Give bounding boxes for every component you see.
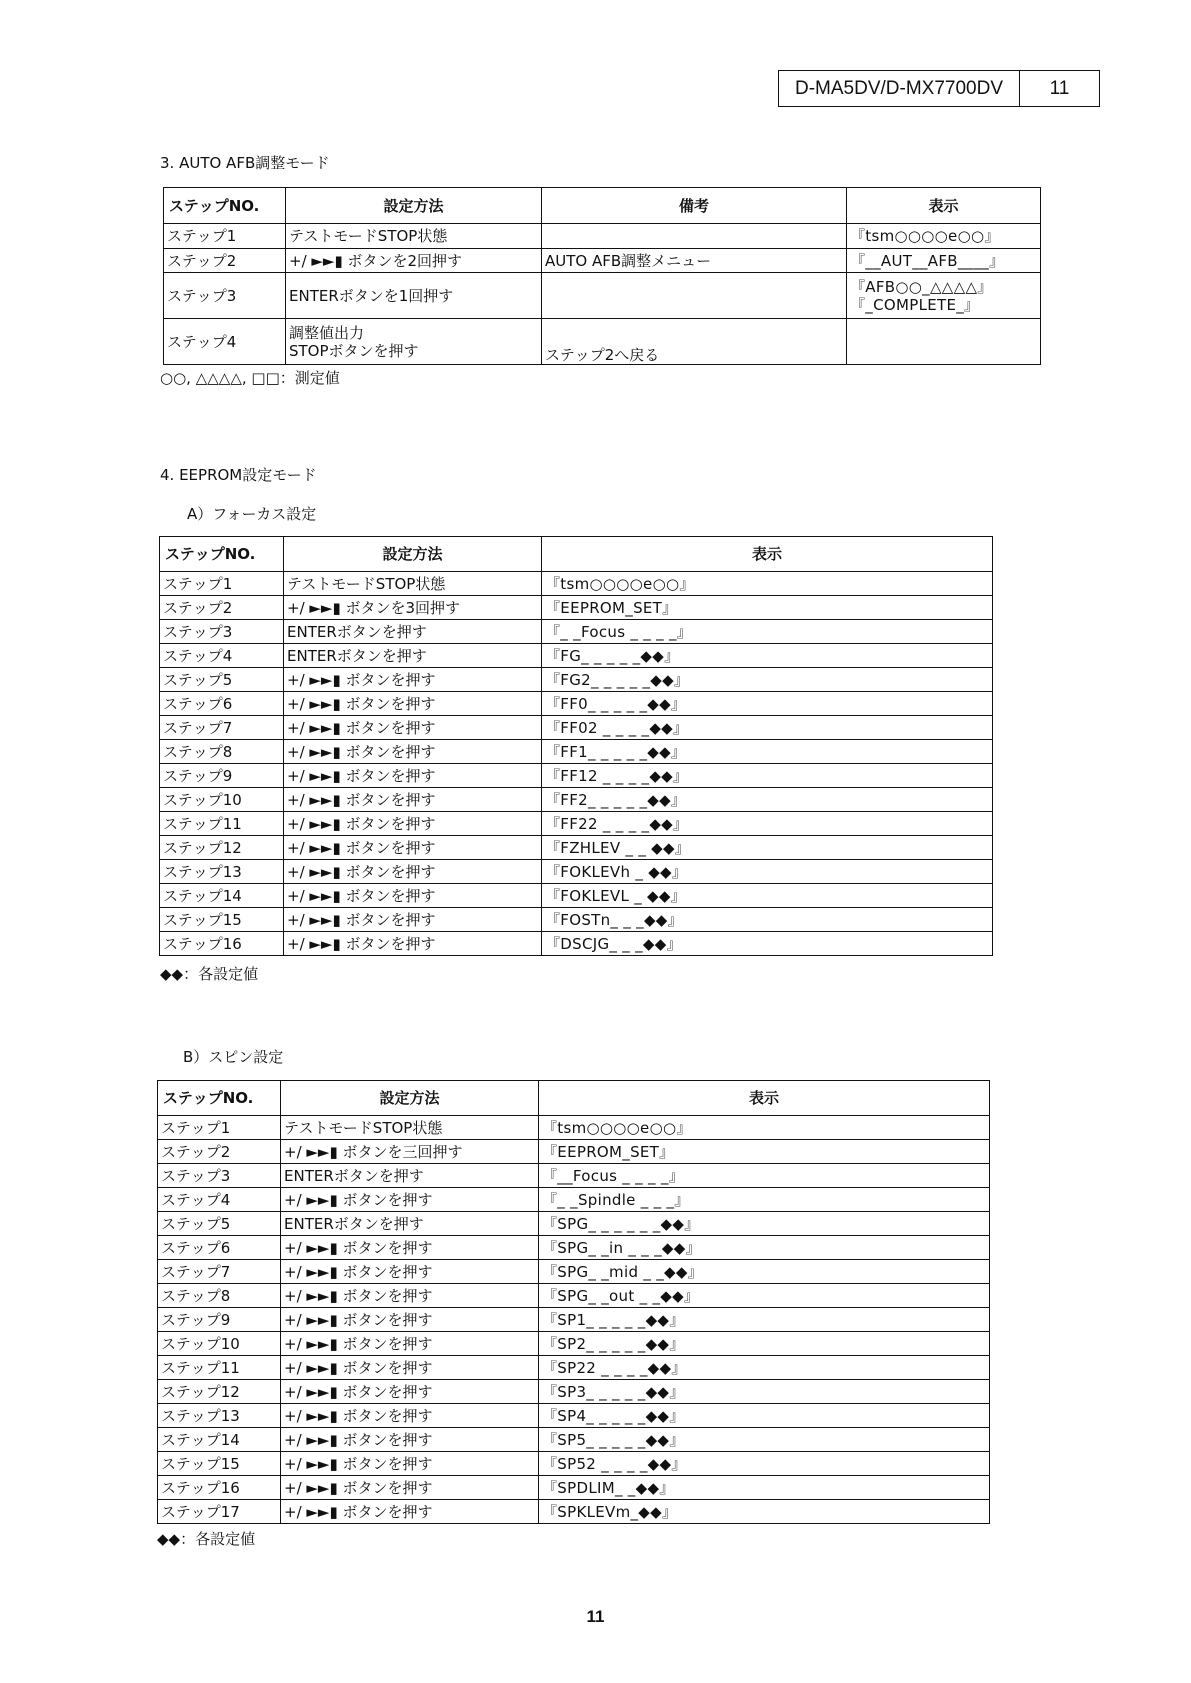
- step-cell: ステップ3: [158, 1164, 281, 1188]
- col-method: 設定方法: [286, 188, 542, 224]
- section3-title: 3. AUTO AFB調整モード: [160, 154, 330, 172]
- display-cell: 『tsm○○○○e○○』: [542, 572, 993, 596]
- col-method: 設定方法: [281, 1081, 539, 1116]
- step-cell: ステップ11: [160, 812, 284, 836]
- table-row: [158, 1500, 990, 1524]
- display-cell: 『EEPROM_SET』: [542, 596, 993, 620]
- method-cell: +/ ►►▮ ボタンを押す: [281, 1500, 539, 1524]
- step-cell: ステップ4: [164, 319, 286, 365]
- method-line: STOPボタンを押す: [289, 341, 419, 360]
- step-cell: ステップ5: [158, 1212, 281, 1236]
- step-cell: ステップ13: [158, 1404, 281, 1428]
- step-cell: ステップ1: [164, 224, 286, 249]
- step-cell: ステップ10: [160, 788, 284, 812]
- step-cell: ステップ14: [158, 1428, 281, 1452]
- method-cell: +/ ►►▮ ボタンを押す: [284, 788, 542, 812]
- table-row: [158, 1140, 990, 1164]
- table-row: [160, 932, 993, 956]
- method-cell: ENTERボタンを1回押す: [286, 273, 542, 319]
- method-cell: +/ ►►▮ ボタンを押す: [284, 908, 542, 932]
- step-cell: ステップ4: [160, 644, 284, 668]
- step-cell: ステップ14: [160, 884, 284, 908]
- display-cell: 『DSCJG_ _ _◆◆』: [542, 932, 993, 956]
- display-cell: 『SP2_ _ _ _ _◆◆』: [539, 1332, 990, 1356]
- method-cell: +/ ►►▮ ボタンを押す: [281, 1380, 539, 1404]
- method-cell: +/ ►►▮ ボタンを押す: [281, 1428, 539, 1452]
- table-row: [160, 716, 993, 740]
- table-row: [158, 1212, 990, 1236]
- display-cell: 『EEPROM_SET』: [539, 1140, 990, 1164]
- step-cell: ステップ10: [158, 1332, 281, 1356]
- step-cell: ステップ17: [158, 1500, 281, 1524]
- remark-cell: [542, 224, 847, 249]
- step-cell: ステップ2: [158, 1140, 281, 1164]
- display-cell: 『SP1_ _ _ _ _◆◆』: [539, 1308, 990, 1332]
- method-cell: テストモードSTOP状態: [284, 572, 542, 596]
- step-cell: ステップ12: [160, 836, 284, 860]
- table-row: [160, 836, 993, 860]
- step-cell: ステップ1: [160, 572, 284, 596]
- focus-subtitle: A）フォーカス設定: [187, 505, 317, 523]
- display-cell: [847, 273, 1041, 319]
- display-cell: 『SP3_ _ _ _ _◆◆』: [539, 1380, 990, 1404]
- method-cell: +/ ►►▮ ボタンを2回押す: [286, 249, 542, 273]
- display-cell: 『SP52 _ _ _ _◆◆』: [539, 1452, 990, 1476]
- table-row: [158, 1452, 990, 1476]
- section3-note: ○○, △△△△, □□：測定値: [160, 369, 340, 387]
- method-cell: +/ ►►▮ ボタンを押す: [284, 836, 542, 860]
- step-cell: ステップ9: [158, 1308, 281, 1332]
- table-row: [164, 319, 1041, 365]
- step-cell: ステップ7: [158, 1260, 281, 1284]
- method-cell: +/ ►►▮ ボタンを押す: [281, 1452, 539, 1476]
- table-row: [158, 1260, 990, 1284]
- display-cell: 『FOKLEVh _ ◆◆』: [542, 860, 993, 884]
- col-step-no: ステップNO.: [164, 188, 286, 224]
- table-row: [160, 596, 993, 620]
- display-cell: 『FF0_ _ _ _ _◆◆』: [542, 692, 993, 716]
- table-row: [158, 1188, 990, 1212]
- table-row: [160, 908, 993, 932]
- method-cell: +/ ►►▮ ボタンを押す: [284, 932, 542, 956]
- display-line: 『AFB○○_△△△△』: [850, 277, 993, 296]
- remark-cell: AUTO AFB調整メニュー: [542, 249, 847, 273]
- display-cell: 『SPG_ _in _ _ _◆◆』: [539, 1236, 990, 1260]
- display-cell: 『FF2_ _ _ _ _◆◆』: [542, 788, 993, 812]
- method-cell: +/ ►►▮ ボタンを押す: [284, 716, 542, 740]
- method-cell: +/ ►►▮ ボタンを3回押す: [284, 596, 542, 620]
- method-cell: +/ ►►▮ ボタンを押す: [281, 1236, 539, 1260]
- col-display: 表示: [539, 1081, 990, 1116]
- method-line: 調整値出力: [289, 323, 365, 342]
- table-row: [160, 668, 993, 692]
- method-cell: ENTERボタンを押す: [284, 620, 542, 644]
- table-row: [158, 1356, 990, 1380]
- header-page-number: 11: [1049, 77, 1070, 99]
- method-cell: +/ ►►▮ ボタンを押す: [284, 668, 542, 692]
- step-cell: ステップ2: [164, 249, 286, 273]
- table-row: [160, 740, 993, 764]
- table-row: [164, 273, 1041, 319]
- col-step-no: ステップNO.: [158, 1081, 281, 1116]
- spin-subtitle: B）スピン設定: [183, 1048, 284, 1066]
- method-cell: ENTERボタンを押す: [281, 1164, 539, 1188]
- step-cell: ステップ6: [160, 692, 284, 716]
- table-row: [160, 644, 993, 668]
- display-cell: 『FG_ _ _ _ _◆◆』: [542, 644, 993, 668]
- table-row: [160, 884, 993, 908]
- step-cell: ステップ8: [158, 1284, 281, 1308]
- table-row: [160, 860, 993, 884]
- step-cell: ステップ13: [160, 860, 284, 884]
- table-row: [160, 812, 993, 836]
- step-cell: ステップ3: [160, 620, 284, 644]
- display-cell: 『FZHLEV _ _ ◆◆』: [542, 836, 993, 860]
- method-cell: +/ ►►▮ ボタンを押す: [281, 1476, 539, 1500]
- header-model-box: [778, 70, 1100, 107]
- step-cell: ステップ5: [160, 668, 284, 692]
- step-cell: ステップ16: [158, 1476, 281, 1500]
- display-cell: 『_ _Spindle _ _ _』: [539, 1188, 990, 1212]
- display-line: 『_COMPLETE_』: [850, 295, 980, 314]
- step-cell: ステップ7: [160, 716, 284, 740]
- display-cell: 『SPG_ _mid _ _◆◆』: [539, 1260, 990, 1284]
- table-row: [158, 1380, 990, 1404]
- remark-cell: ステップ2へ戻る: [542, 319, 847, 365]
- method-cell: [286, 319, 542, 365]
- method-cell: +/ ►►▮ ボタンを押す: [284, 764, 542, 788]
- display-cell: 『FF1_ _ _ _ _◆◆』: [542, 740, 993, 764]
- display-cell: 『SPG_ _ _ _ _ _◆◆』: [539, 1212, 990, 1236]
- table-row: [158, 1164, 990, 1188]
- display-cell: 『SP5_ _ _ _ _◆◆』: [539, 1428, 990, 1452]
- method-cell: +/ ►►▮ ボタンを押す: [284, 740, 542, 764]
- col-remark: 備考: [542, 188, 847, 224]
- section4-title: 4. EEPROM設定モード: [160, 466, 317, 484]
- col-display: 表示: [542, 537, 993, 572]
- step-cell: ステップ3: [164, 273, 286, 319]
- step-cell: ステップ4: [158, 1188, 281, 1212]
- method-cell: +/ ►►▮ ボタンを押す: [281, 1308, 539, 1332]
- table-row: [160, 620, 993, 644]
- method-cell: +/ ►►▮ ボタンを押す: [284, 692, 542, 716]
- display-cell: 『__Focus _ _ _ _』: [539, 1164, 990, 1188]
- step-cell: ステップ1: [158, 1116, 281, 1140]
- display-cell: 『FF22 _ _ _ _◆◆』: [542, 812, 993, 836]
- table-row: [160, 692, 993, 716]
- display-cell: 『FF02 _ _ _ _◆◆』: [542, 716, 993, 740]
- method-cell: +/ ►►▮ ボタンを押す: [284, 860, 542, 884]
- col-step-no: ステップNO.: [160, 537, 284, 572]
- method-cell: +/ ►►▮ ボタンを押す: [281, 1356, 539, 1380]
- method-cell: テストモードSTOP状態: [286, 224, 542, 249]
- display-cell: 『FG2_ _ _ _ _◆◆』: [542, 668, 993, 692]
- method-cell: ENTERボタンを押す: [284, 644, 542, 668]
- method-cell: +/ ►►▮ ボタンを押す: [281, 1404, 539, 1428]
- display-cell: 『FF12 _ _ _ _◆◆』: [542, 764, 993, 788]
- method-cell: +/ ►►▮ ボタンを押す: [281, 1332, 539, 1356]
- table-row: [160, 764, 993, 788]
- step-cell: ステップ9: [160, 764, 284, 788]
- display-cell: [847, 319, 1041, 365]
- step-cell: ステップ15: [160, 908, 284, 932]
- display-cell: 『SP4_ _ _ _ _◆◆』: [539, 1404, 990, 1428]
- step-cell: ステップ8: [160, 740, 284, 764]
- step-cell: ステップ6: [158, 1236, 281, 1260]
- spin-settings-table: [157, 1080, 990, 1524]
- table-row: [158, 1476, 990, 1500]
- method-cell: +/ ►►▮ ボタンを押す: [284, 812, 542, 836]
- table-row: [160, 788, 993, 812]
- table-row: [164, 249, 1041, 273]
- model-name: D-MA5DV/D-MX7700DV: [779, 71, 1020, 106]
- method-cell: +/ ►►▮ ボタンを押す: [281, 1284, 539, 1308]
- focus-note: ◆◆：各設定値: [160, 965, 259, 983]
- col-display: 表示: [847, 188, 1041, 224]
- table-row: [164, 224, 1041, 249]
- table-row: [158, 1428, 990, 1452]
- method-cell: +/ ►►▮ ボタンを押す: [281, 1188, 539, 1212]
- step-cell: ステップ2: [160, 596, 284, 620]
- step-cell: ステップ12: [158, 1380, 281, 1404]
- method-cell: +/ ►►▮ ボタンを押す: [281, 1260, 539, 1284]
- focus-settings-table: [159, 536, 993, 956]
- auto-afb-table: [163, 187, 1041, 365]
- spin-note: ◆◆：各設定値: [157, 1530, 256, 1548]
- table-row: [158, 1404, 990, 1428]
- table-row: [158, 1236, 990, 1260]
- method-cell: +/ ►►▮ ボタンを押す: [284, 884, 542, 908]
- table-row: [160, 572, 993, 596]
- method-cell: テストモードSTOP状態: [281, 1116, 539, 1140]
- remark-cell: [542, 273, 847, 319]
- display-cell: 『SPDLIM_ _◆◆』: [539, 1476, 990, 1500]
- display-cell: 『SP22 _ _ _ _◆◆』: [539, 1356, 990, 1380]
- method-cell: ENTERボタンを押す: [281, 1212, 539, 1236]
- table-row: [158, 1308, 990, 1332]
- table-row: [158, 1332, 990, 1356]
- footer-page-number: 11: [586, 1607, 605, 1626]
- display-cell: 『_ _Focus _ _ _ _』: [542, 620, 993, 644]
- col-method: 設定方法: [284, 537, 542, 572]
- display-cell: 『SPKLEVm_◆◆』: [539, 1500, 990, 1524]
- display-cell: 『FOKLEVL _ ◆◆』: [542, 884, 993, 908]
- display-cell: 『tsm○○○○e○○』: [847, 224, 1041, 249]
- display-cell: 『FOSTn_ _ _◆◆』: [542, 908, 993, 932]
- step-cell: ステップ15: [158, 1452, 281, 1476]
- display-cell: 『__AUT__AFB____』: [847, 249, 1041, 273]
- table-row: [158, 1116, 990, 1140]
- display-cell: 『SPG_ _out _ _◆◆』: [539, 1284, 990, 1308]
- method-cell: +/ ►►▮ ボタンを三回押す: [281, 1140, 539, 1164]
- step-cell: ステップ16: [160, 932, 284, 956]
- table-row: [158, 1284, 990, 1308]
- display-cell: 『tsm○○○○e○○』: [539, 1116, 990, 1140]
- step-cell: ステップ11: [158, 1356, 281, 1380]
